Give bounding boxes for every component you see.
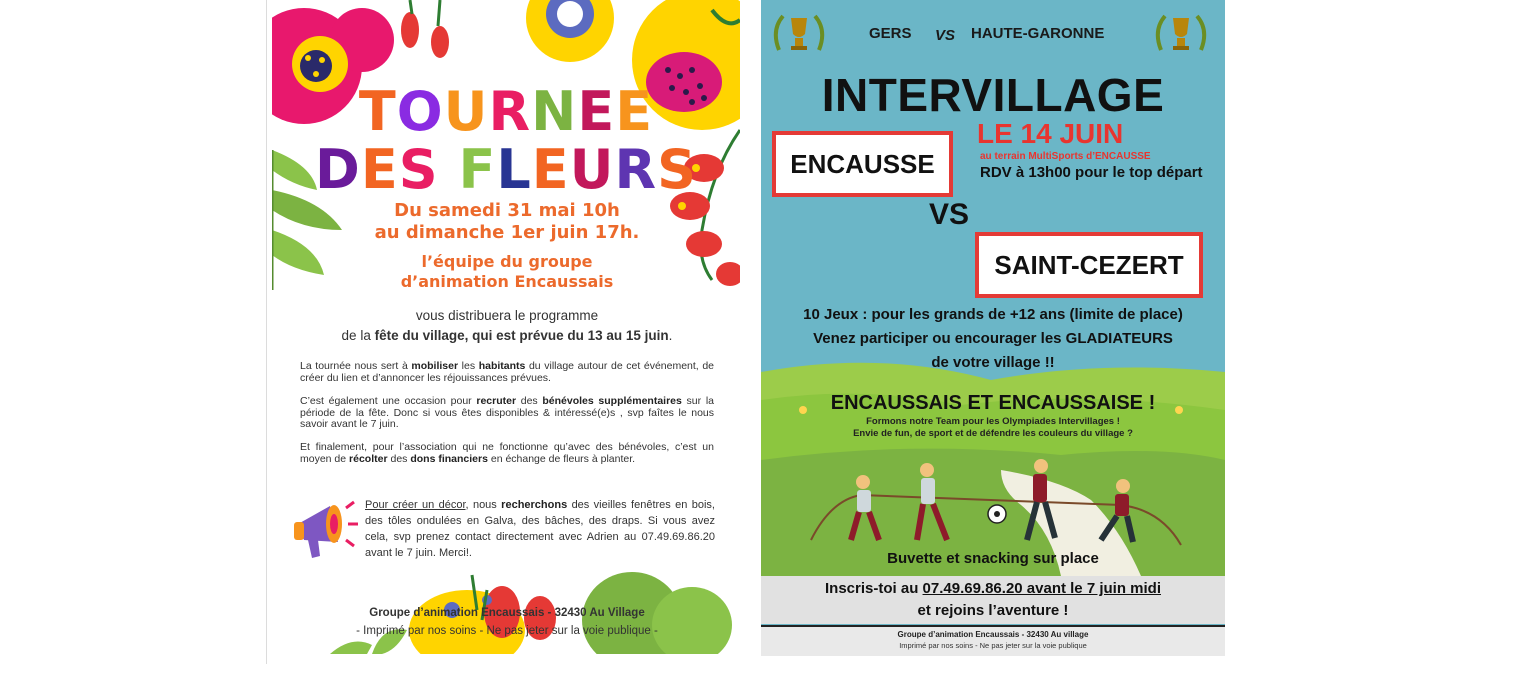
meeting-time: RDV à 13h00 pour le top départ — [980, 164, 1203, 181]
title-letter: L — [496, 138, 532, 201]
trophy-laurel-right-icon — [1153, 10, 1209, 58]
p3-text-d: en échange de fleurs à planter. — [487, 452, 636, 465]
distribution-line2-pre: de la — [341, 328, 375, 343]
event-date-end: au dimanche 1er juin 17h. — [374, 222, 640, 243]
games-info: 10 Jeux : pour les grands de +12 ans (limite de place) — [803, 306, 1183, 323]
p2-text-d: sur la période de la fête. Donc si vous êtes disponibles & intéressé(e)s , svp faîtes le nous savoir avant le 7 juin. — [300, 395, 715, 430]
intervillage-poster — [761, 0, 1225, 656]
left-footer-notice: - Imprimé par nos soins - Ne pas jeter sur la voie publique - — [356, 625, 658, 637]
signup-phone-deadline: 07.49.69.86.20 avant le 7 juin midi — [922, 580, 1161, 597]
team-intro-line2: d’animation Encaussais — [400, 272, 614, 291]
event-location: au terrain MultiSports d’ENCAUSSE — [980, 151, 1151, 162]
p2-text-c: des — [516, 395, 543, 407]
refreshments-info: Buvette et snacking sur place — [887, 550, 1099, 567]
call-to-action-line2: de votre village !! — [931, 354, 1055, 371]
festival-dates-bold: fête du village, qui est prévue du 13 au 15 juin — [374, 328, 669, 343]
team-invite-line1: Formons notre Team pour les Olympiades Intervillages ! — [866, 416, 1120, 427]
encaussais-heading: ENCAUSSAIS ET ENCAUSSAISE ! — [830, 392, 1156, 414]
left-footer-org: Groupe d’animation Encaussais - 32430 Au Village — [369, 607, 645, 619]
title-letter: U — [443, 80, 489, 143]
team-invite-line2: Envie de fun, de sport et de défendre les couleurs du village ? — [853, 428, 1133, 439]
team-gers: GERS — [869, 25, 912, 42]
paragraph-mobilize — [300, 361, 714, 384]
p1-bold-habitants: habitants — [478, 360, 526, 372]
p4-underlined: Pour créer un décor — [365, 499, 466, 511]
signup-prefix: Inscris-toi au — [825, 580, 923, 597]
title-letter: E — [531, 138, 570, 201]
distribution-line1: vous distribuera le programme — [415, 308, 599, 323]
poster-title-line2 — [272, 138, 740, 201]
title-letter: T — [358, 80, 397, 143]
event-date-start: Du samedi 31 mai 10h — [394, 200, 620, 221]
p2-text-a: C’est également une occasion pour — [300, 395, 477, 407]
village-saint-cezert-box: SAINT-CEZERT — [975, 232, 1203, 298]
paragraph-decor-request — [365, 497, 715, 561]
title-letter: S — [398, 138, 439, 201]
call-to-action-line1: Venez participer ou encourager les GLADIATEURS — [813, 330, 1173, 347]
p3-text-c: des — [387, 452, 411, 465]
title-letter: E — [360, 138, 399, 201]
paragraph-donations — [300, 442, 714, 465]
event-date: LE 14 JUIN — [977, 118, 1124, 149]
team-haute-garonne: HAUTE-GARONNE — [971, 25, 1105, 42]
p4-bold-recherchons: recherchons — [501, 499, 568, 511]
right-footer-notice: Imprimé par nos soins - Ne pas jeter sur la voie publique — [899, 641, 1087, 650]
p4-text-a: , nous — [465, 499, 502, 511]
poster-title-line1 — [272, 80, 740, 143]
paragraph-recruit — [300, 396, 714, 431]
title-letter: O — [396, 80, 444, 143]
megaphone-icon — [290, 494, 358, 564]
p1-bold-mobiliser: mobiliser — [411, 360, 459, 372]
vs-small-label: VS — [935, 27, 956, 44]
team-intro-line1: l’équipe du groupe — [421, 252, 593, 271]
village-encausse-box: ENCAUSSE — [772, 131, 953, 197]
p2-bold-recruter: recruter — [476, 395, 517, 407]
p1-text-d: du village autour de cet événement, de créer du lien et d’annoncer les réjouissances prévues. — [300, 360, 714, 384]
distribution-line2-post: . — [668, 328, 673, 343]
signup-line1 — [761, 580, 1225, 597]
title-letter: R — [614, 138, 658, 201]
p3-text-a: Et finalement, pour l’association qui ne fonctionne qu’avec des bénévoles, c’est un moyen de — [300, 441, 714, 465]
title-letter: N — [531, 80, 578, 143]
p1-text-c: les — [458, 360, 479, 372]
signup-line2: et rejoins l’aventure ! — [917, 602, 1069, 619]
title-letter: R — [488, 80, 532, 143]
title-letter: D — [315, 138, 361, 201]
title-letter: F — [458, 138, 497, 201]
vs-big-label: VS — [929, 198, 970, 231]
trophy-laurel-left-icon — [771, 10, 827, 58]
page-edge-divider — [266, 0, 267, 664]
p4-text-c: des vieilles fenêtres en bois, des tôles ondulées en Galva, des bâches, des draps. Si vous avez cela, svp prenez contact directement avec Adrien au 07.49.69.86.20 avant le 7 juin. Merci!. — [365, 499, 715, 559]
p3-bold-recolter: récolter — [349, 452, 388, 465]
title-letter: S — [657, 138, 697, 201]
title-letter: E — [615, 80, 654, 143]
title-letter: E — [577, 80, 616, 143]
p2-bold-benevoles: bénévoles supplémentaires — [542, 395, 682, 407]
intervillage-title: INTERVILLAGE — [821, 69, 1165, 121]
flower-tour-poster — [272, 0, 740, 654]
yellow-flower-illustration — [526, 0, 614, 62]
p1-text-a: La tournée nous sert à — [300, 360, 412, 372]
title-letter — [439, 138, 459, 201]
right-footer-org: Groupe d’animation Encaussais - 32430 Au village — [897, 630, 1089, 639]
title-letter: U — [569, 138, 615, 201]
distribution-line2 — [292, 326, 722, 346]
p3-bold-dons: dons financiers — [410, 452, 488, 465]
